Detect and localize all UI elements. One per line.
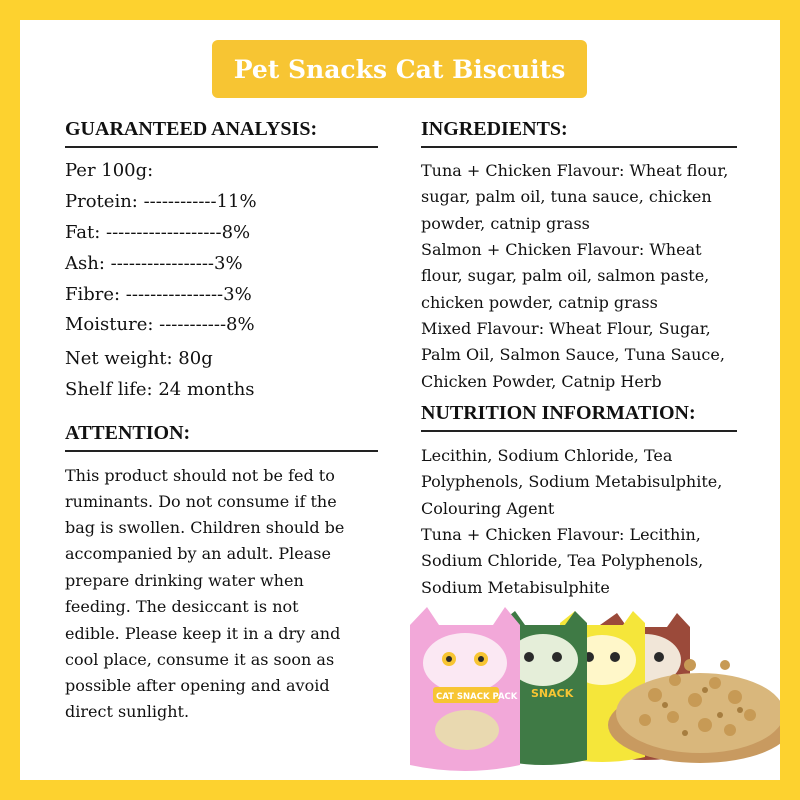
ingredients-line: powder, catnip grass: [421, 214, 590, 233]
analysis-line: Protein: ------------11%: [65, 191, 257, 212]
product-illustration: [405, 605, 780, 780]
green-bag-label: SNACK: [531, 687, 574, 700]
analysis-line: Moisture: -----------8%: [65, 314, 255, 335]
analysis-line: Fibre: ----------------3%: [65, 284, 252, 305]
ingredients-line: Chicken Powder, Catnip Herb: [421, 372, 662, 391]
attention-line: bag is swollen. Children should be: [65, 518, 345, 537]
analysis-line: Net weight: 80g: [65, 348, 213, 369]
pink-bag-label: CAT SNACK PACK: [436, 692, 518, 702]
nutrition-line: Tuna + Chicken Flavour: Lecithin,: [421, 525, 701, 544]
attention-line: accompanied by an adult. Please: [65, 544, 331, 563]
nutrition-line: Polyphenols, Sodium Metabisulphite,: [421, 472, 723, 491]
attention-line: direct sunlight.: [65, 702, 190, 721]
guaranteed-analysis-heading: GUARANTEED ANALYSIS:: [65, 118, 318, 140]
title-banner: [212, 40, 587, 98]
ingredients-divider: [421, 146, 737, 148]
nutrition-line: Sodium Metabisulphite: [421, 578, 610, 597]
ingredients-line: chicken powder, catnip grass: [421, 293, 658, 312]
ingredients-heading: INGREDIENTS:: [421, 118, 568, 140]
page-title: Pet Snacks Cat Biscuits: [233, 54, 566, 84]
ingredients-line: Mixed Flavour: Wheat Flour, Sugar,: [421, 319, 711, 338]
attention-line: This product should not be fed to: [65, 466, 335, 485]
nutrition-line: Lecithin, Sodium Chloride, Tea: [421, 446, 673, 465]
analysis-line: Ash: -----------------3%: [65, 253, 243, 274]
attention-divider: [65, 450, 378, 452]
pink-bag: [410, 607, 520, 771]
nutrition-divider: [421, 430, 737, 432]
product-photo: [405, 605, 780, 780]
attention-line: feeding. The desiccant is not: [65, 597, 299, 616]
ingredients-line: sugar, palm oil, tuna sauce, chicken: [421, 187, 712, 206]
ingredients-line: flour, sugar, palm oil, salmon paste,: [421, 266, 710, 285]
analysis-line: Shelf life: 24 months: [65, 379, 255, 400]
ingredients-line: Tuna + Chicken Flavour: Wheat flour,: [421, 161, 729, 180]
attention-line: cool place, consume it as soon as: [65, 650, 335, 669]
nutrition-heading: NUTRITION INFORMATION:: [421, 402, 696, 424]
ingredients-line: Salmon + Chicken Flavour: Wheat: [421, 240, 702, 259]
nutrition-line: Sodium Chloride, Tea Polyphenols,: [421, 551, 704, 570]
analysis-line: Fat: -------------------8%: [65, 222, 251, 243]
attention-line: prepare drinking water when: [65, 571, 304, 590]
analysis-line: Per 100g:: [65, 160, 154, 181]
attention-line: possible after opening and avoid: [65, 676, 330, 695]
guaranteed-analysis-divider: [65, 146, 378, 148]
attention-heading: ATTENTION:: [65, 422, 191, 444]
attention-line: ruminants. Do not consume if the: [65, 492, 337, 511]
ingredients-line: Palm Oil, Salmon Sauce, Tuna Sauce,: [421, 345, 725, 364]
nutrition-line: Colouring Agent: [421, 499, 555, 518]
attention-line: edible. Please keep it in a dry and: [65, 624, 341, 643]
